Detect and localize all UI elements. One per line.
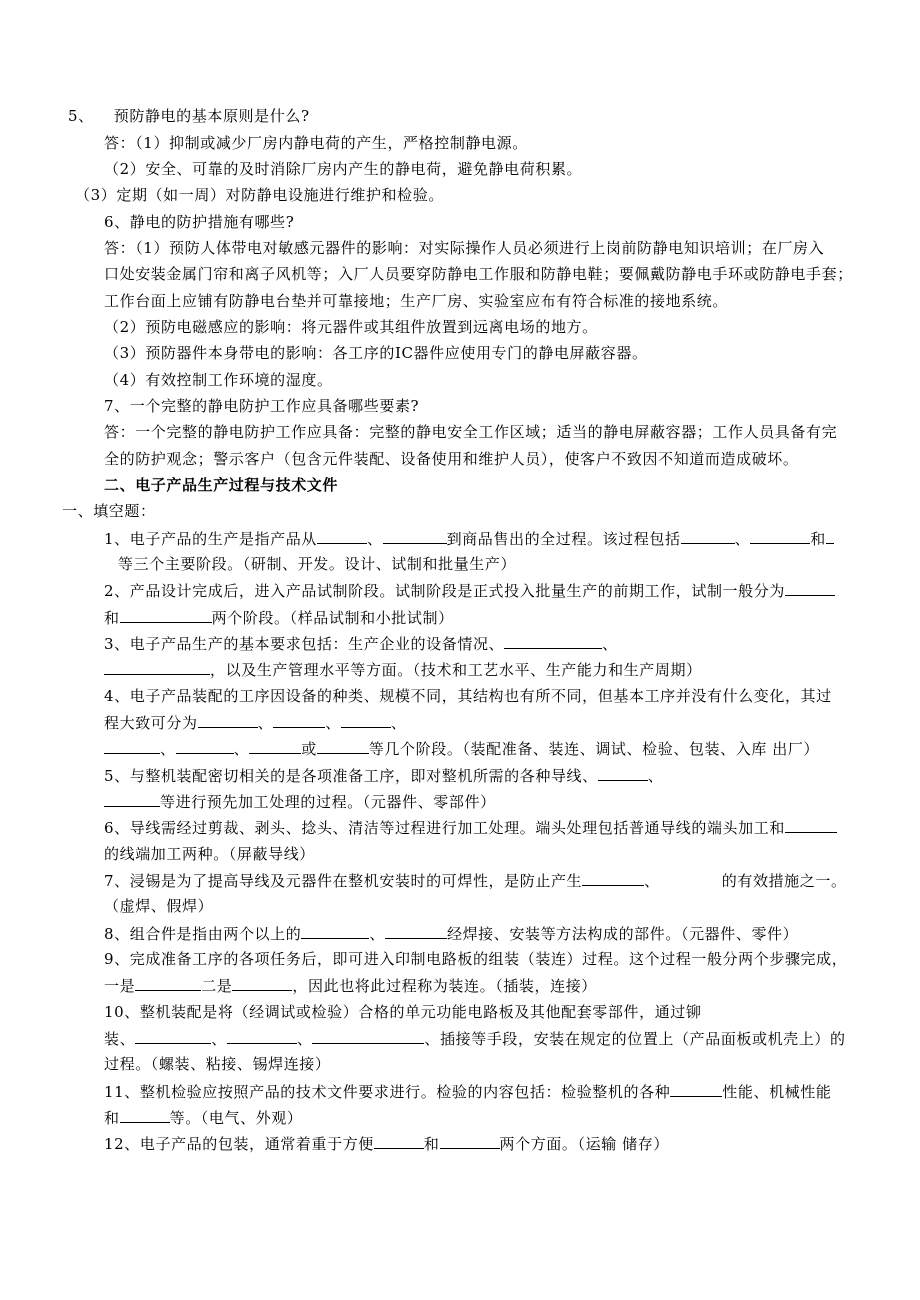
blank[interactable]: [670, 1081, 722, 1097]
blank[interactable]: [317, 528, 367, 544]
f12-line-1: 12、电子产品的包装，通常着重于方便 和 两个方面。（运输 储存）: [104, 1135, 669, 1153]
f10-line-1: 10、整机装配是将（经调试或检验）合格的单元功能电路板及其他配套零部件，通过铆: [104, 1003, 702, 1021]
f11-line-1: 11、整机检验应按照产品的技术文件要求进行。检验的内容包括：检验整机的各种 性能、机械性能: [104, 1083, 832, 1101]
f5-line-1: 5、与整机装配密切相关的是各项准备工序，即对整机所需的各种导线、 、: [104, 767, 664, 785]
q5-answer-3: （3）定期（如一周）对防静电设施进行维护和检验。: [75, 186, 444, 204]
f3-line-1: 3、电子产品生产的基本要求包括：生产企业的设备情况、 、: [104, 635, 618, 653]
blank[interactable]: [120, 607, 212, 623]
f4-line-3: 、 、 或 等几个阶段。（装配准备、装连、调试、检验、包装、入库 出厂）: [104, 738, 819, 759]
blank[interactable]: [135, 975, 201, 991]
blank[interactable]: [227, 1028, 297, 1044]
blank[interactable]: [104, 659, 210, 675]
blank[interactable]: [198, 712, 258, 728]
f8-line-1: 8、组合件是指由两个以上的 、 经焊接、安装等方法构成的部件。（元器件、零件）: [104, 925, 799, 943]
blank[interactable]: [785, 817, 837, 833]
q6-title: 6、静电的防护措施有哪些?: [104, 213, 295, 231]
blank[interactable]: [232, 975, 292, 991]
blank[interactable]: [582, 870, 644, 886]
blank[interactable]: [273, 712, 325, 728]
f9-line-2: 一是 二是 ，因此也将此过程称为装连。（插装，连接）: [104, 977, 597, 995]
blank[interactable]: [249, 738, 301, 754]
f6-line-2: 的线端加工两种。（屏蔽导线）: [104, 845, 315, 863]
section-2-heading: 二、电子产品生产过程与技术文件: [104, 476, 339, 494]
blank[interactable]: [301, 923, 369, 939]
q6-answer-2: （2）预防电磁感应的影响：将元器件或其组件放置到远离电场的地方。: [104, 318, 598, 336]
blank[interactable]: [341, 712, 391, 728]
f1-line-2: 等三个主要阶段。（研制、开发。设计、试制和批量生产）: [118, 555, 517, 573]
f4-line-1: 4、电子产品装配的工序因设备的种类、规模不同，其结构也有所不同，但基本工序并没有什么变化，其过: [104, 687, 832, 705]
blank[interactable]: [681, 528, 735, 544]
q6-answer-3: （3）预防器件本身带电的影响：各工序的IC器件应使用专门的静电屏蔽容器。: [104, 344, 648, 362]
blank[interactable]: [374, 1133, 424, 1149]
blank[interactable]: [440, 1133, 500, 1149]
blank[interactable]: [104, 791, 160, 807]
f4-line-2: 程大致可分为 、 、 、: [104, 714, 407, 732]
f3-line-2: ，以及生产管理水平等方面。（技术和工艺水平、生产能力和生产周期）: [104, 659, 702, 680]
q5-answer-2: （2）安全、可靠的及时消除厂房内产生的静电荷，避免静电荷积累。: [104, 160, 583, 178]
f2-line-2: 和 两个阶段。（样品试制和小批试制）: [104, 609, 454, 627]
f5-line-2: 等进行预先加工处理的过程。（元器件、零部件）: [104, 791, 496, 812]
blank[interactable]: [104, 738, 160, 754]
f2-line-1: 2、产品设计完成后，进入产品试制阶段。试制阶段是正式投入批量生产的前期工作，试制一般分为: [104, 580, 835, 601]
q5-title: 5、 预防静电的基本原则是什么?: [68, 107, 310, 125]
blank[interactable]: [120, 1107, 170, 1123]
blank[interactable]: [312, 1028, 424, 1044]
f11-line-2: 和 等。（电气、外观）: [104, 1109, 303, 1127]
q7-title: 7、一个完整的静电防护工作应具备哪些要素?: [104, 397, 420, 415]
q5-answer-1: 答：（1）抑制或减少厂房内静电荷的产生，严格控制静电源。: [104, 134, 528, 152]
blank[interactable]: [176, 738, 234, 754]
blank[interactable]: [826, 528, 834, 544]
blank[interactable]: [135, 1028, 211, 1044]
f7-line-1: 7、浸锡是为了提高导线及元器件在整机安装时的可焊性，是防止产生 、 的有效措施之一。: [104, 872, 847, 890]
q6-answer-1-line-2: 口处安装金属门帘和离子风机等；入厂人员要穿防静电工作服和防静电鞋；要佩戴防静电手环或防静电手套；: [104, 265, 853, 283]
q6-answer-4: （4）有效控制工作环境的湿度。: [104, 371, 333, 389]
f9-line-1: 9、完成准备工序的各项任务后，即可进入印制电路板的组装（装连）过程。这个过程一般分两个步骤完成，: [104, 950, 848, 968]
blank[interactable]: [385, 923, 447, 939]
blank[interactable]: [317, 738, 369, 754]
blank[interactable]: [785, 580, 835, 596]
q6-answer-1-line-3: 工作台面上应铺有防静电台垫并可靠接地；生产厂房、实验室应布有符合标准的接地系统。: [104, 292, 729, 310]
f1-line-1: 1、电子产品的生产是指产品从 、 到商品售出的全过程。该过程包括 、 和: [104, 528, 834, 549]
f10-line-2: 装、 、 、 、插接等手段，安装在规定的位置上（产品面板或机壳上）的: [104, 1030, 846, 1048]
blank[interactable]: [383, 528, 447, 544]
blank[interactable]: [598, 765, 648, 781]
f6-line-1: 6、导线需经过剪裁、剥头、捻头、清洁等过程进行加工处理。端头处理包括普通导线的端头加工和: [104, 817, 837, 838]
f10-line-3: 过程。（螺装、粘接、锡焊连接）: [104, 1055, 331, 1073]
q7-answer-line-1: 答：一个完整的静电防护工作应具备：完整的静电安全工作区域；适当的静电屏蔽容器；工作人员具备有完: [104, 423, 838, 441]
f7-line-2: （虚焊、假焊）: [104, 897, 214, 915]
blank[interactable]: [750, 528, 810, 544]
q7-answer-line-2: 全的防护观念；警示客户（包含元件装配、设备使用和维护人员），使客户不致因不知道而造成破坏。: [104, 450, 799, 468]
blank[interactable]: [504, 633, 602, 649]
q6-answer-1-line-1: 答：（1）预防人体带电对敏感元器件的影响：对实际操作人员必须进行上岗前防静电知识培训；在厂房入: [104, 239, 825, 257]
fill-in-blank-heading: 一、填空题：: [62, 502, 156, 520]
